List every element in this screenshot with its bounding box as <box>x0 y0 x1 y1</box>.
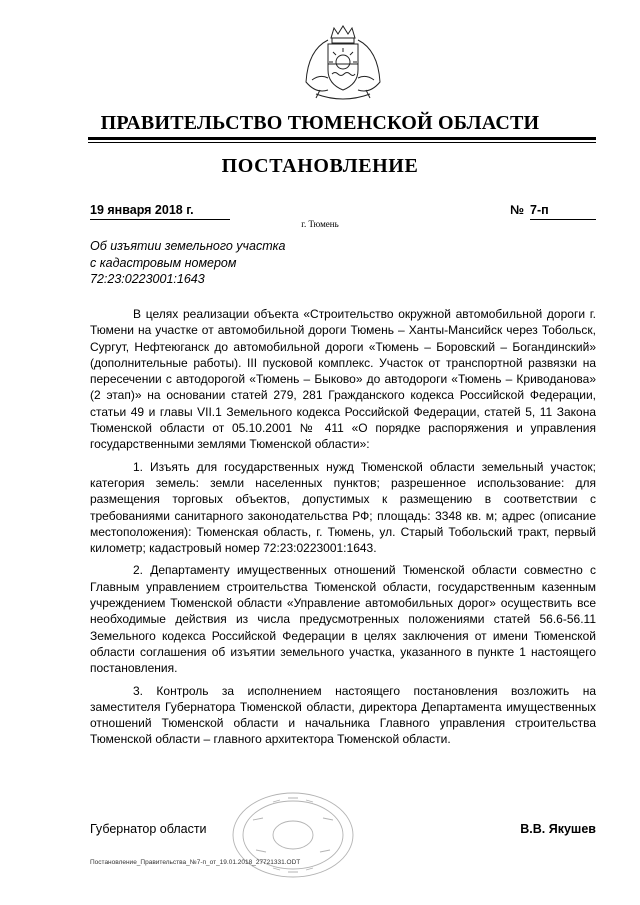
subject-line: 72:23:0223001:1643 <box>90 272 205 286</box>
body-paragraph-2: 2. Департаменту имущественных отношений Тюменской области совместно с Главным управлением строительства Тюменской области, государственным казенным учреждением Тюменской области «Управление автомобильных дорог» осуществить все необходимые действия из числа предусмотренных положениями статей 56.6-56.11 Земельного кодекса Российской Федерации в целях заключения от имени Тюменской области соглашения об изъятии земельного участка, указанного в пункте 1 настоящего постановления. <box>90 563 596 676</box>
body-paragraph-preamble: В целях реализации объекта «Строительство окружной автомобильной дороги г. Тюмени на участке от автомобильной дороги Тюмень – Ханты-Мансийск через Тобольск, Сургут, Нефтеюганск до автомобильной дороги «Тюмень – Боровский – Богандинский» (дополнительные работы). III пусковой комплекс. Участок от транспортной развязки на пересечении с автодорогой «Тюмень – Быково» до автодороги «Тюмень – Криводанова» (2 этап)» на основании статей 279, 281 Гражданского кодекса Российской Федерации, статьи 49 и главы VII.1 Земельного кодекса Российской Федерации, статей 5, 11 Закона Тюменской области от 05.10.2001 № 411 «О порядке распоряжения и управления государственными землями Тюменской области»: <box>90 307 596 452</box>
document-date: 19 января 2018 г. <box>90 203 230 220</box>
subject-line: с кадастровым номером <box>90 255 237 270</box>
document-body <box>90 306 596 754</box>
government-title: ПРАВИТЕЛЬСТВО ТЮМЕНСКОЙ ОБЛАСТИ <box>100 112 540 134</box>
coat-of-arms-icon <box>298 24 388 106</box>
document-city: г. Тюмень <box>301 219 339 229</box>
number-sign: № <box>510 203 524 217</box>
signatory-position: Губернатор области <box>90 822 207 836</box>
number-value: 7-п <box>530 203 596 220</box>
footer-filename: Постановление_Правительства_№7-п_от_19.01.2018_27721331.ODT <box>90 859 301 866</box>
signatory-name: В.В. Якушев <box>520 822 596 836</box>
document-subject <box>90 238 350 288</box>
document-number <box>510 203 596 219</box>
subject-line: Об изъятии земельного участка <box>90 239 286 253</box>
body-paragraph-3: 3. Контроль за исполнением настоящего постановления возложить на заместителя Губернатора Тюменской области, директора Департамента имущественных отношений Тюменской области и начальника Главного управления строительства Тюменской области – главного архитектора Тюменской области. <box>90 683 596 747</box>
document-type: ПОСТАНОВЛЕНИЕ <box>221 155 419 177</box>
header-rule-thick <box>88 137 596 140</box>
body-paragraph-1: 1. Изъять для государственных нужд Тюменской области земельный участок; категория земель: земли населенных пунктов; разрешенное использование: для размещения торговых объектов, допустимых к размещению в соответствии с требованиями санитарного законодательства РФ; площадь: 3348 кв. м; адрес (описание местоположения): Тюменская область, г. Тюмень, ул. Старый Тобольский тракт, первый километр; кадастровый номер 72:23:0223001:1643. <box>90 459 596 556</box>
header-rule-thin <box>88 142 596 143</box>
signature-block <box>90 822 596 842</box>
